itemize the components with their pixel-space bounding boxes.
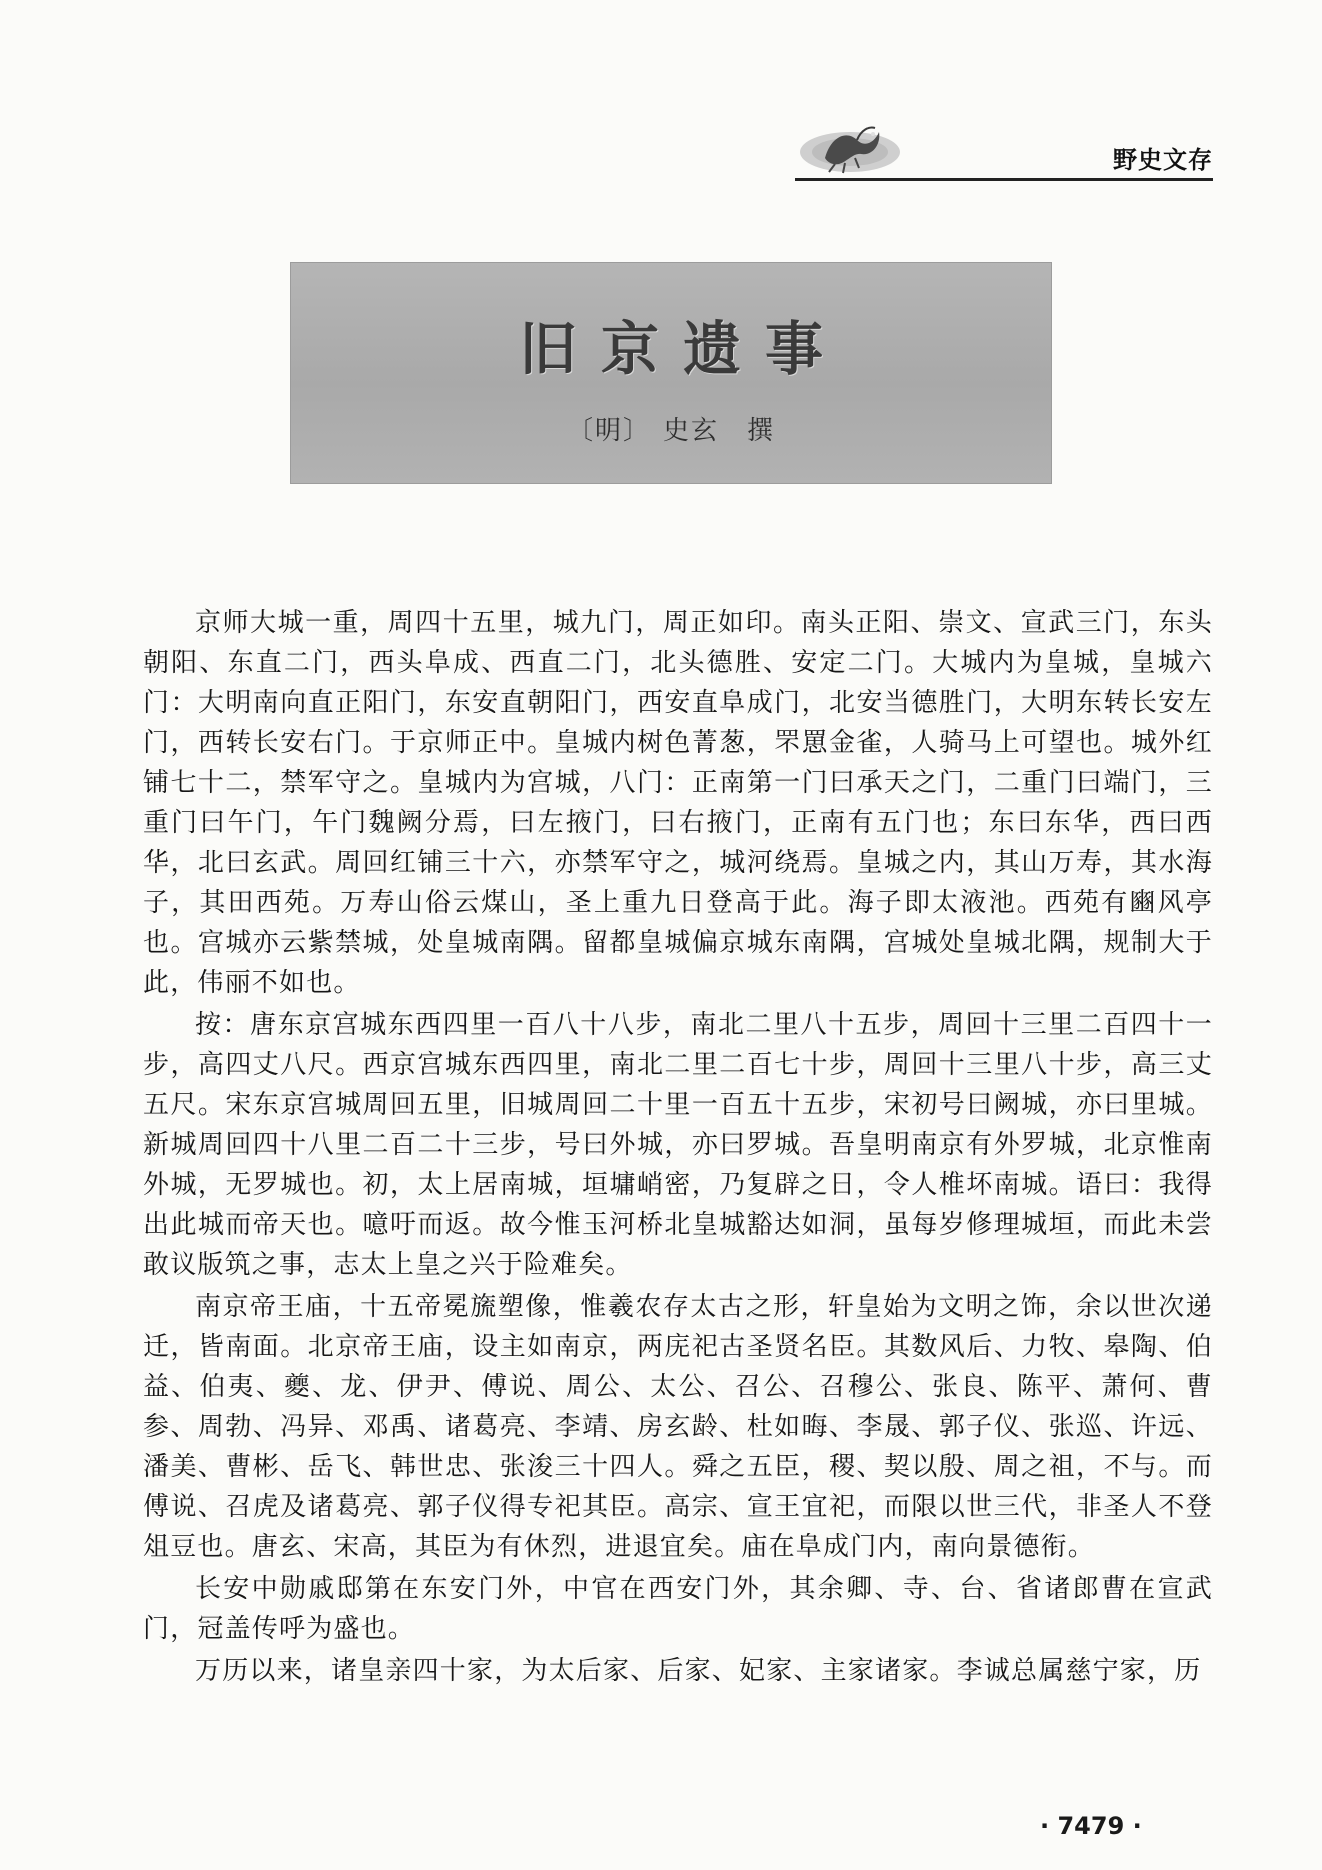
author-line [290,410,1052,447]
series-title: 野史文存 [1113,146,1213,174]
dynasty-label: 〔明〕 [566,416,651,446]
paragraph: 万历以来，诸皇亲四十家，为太后家、后家、妃家、主家诸家。李诚总属慈宁家，历 [195,1656,1202,1686]
body-text [143,603,1213,1693]
paragraph: 按：唐东京宫城东西四里一百八十八步，南北二里八十五步，周回十三里二百四十一步，高四丈八尺。西京宫城东西四里，南北二里二百七十步，周回十三里八十步，高三丈五尺。宋东京宫城周回五里，旧城周回二十里一百五十五步，宋初号曰阙城，亦曰里城。新城周回四十八里二百二十三步，号曰外城，亦曰罗城。吾皇明南京有外罗城，北京惟南外城，无罗城也。初，太上居南城，垣墉峭密，乃复辟之日，令人椎坏南城。语曰：我得出此城而帝天也。噫吁而返。故今惟玉河桥北皇城豁达如洞，虽每岁修理城垣，而此未尝敢议版筑之事，志太上皇之兴于险难矣。 [143,1010,1213,1280]
work-title: 旧京遗事 [518,315,847,383]
page-number: · 7479 · [1040,1812,1142,1840]
dragon-emblem-icon [795,118,905,180]
author-role: 撰 [747,416,776,446]
running-head [795,118,1213,180]
title-block [290,262,1052,484]
author-name: 史玄 [662,416,719,446]
paragraph: 南京帝王庙，十五帝冕旒塑像，惟羲农存太古之形，轩皇始为文明之饰，余以世次递迁，皆南面。北京帝王庙，设主如南京，两庑祀古圣贤名臣。其数风后、力牧、皋陶、伯益、伯夷、夔、龙、伊尹、傅说、周公、太公、召公、召穆公、张良、陈平、萧何、曹参、周勃、冯异、邓禹、诸葛亮、李靖、房玄龄、杜如晦、李晟、郭子仪、张巡、许远、潘美、曹彬、岳飞、韩世忠、张浚三十四人。舜之五臣，稷、契以殷、周之祖，不与。而傅说、召虎及诸葛亮、郭子仪得专祀其臣。高宗、宣王宜祀，而限以世三代，非圣人不登俎豆也。唐玄、宋高，其臣为有休烈，进退宜矣。庙在阜成门内，南向景德衔。 [143,1292,1213,1562]
paragraph: 长安中勋戚邸第在东安门外，中官在西安门外，其余卿、寺、台、省诸郎曹在宣武门，冠盖传呼为盛也。 [143,1574,1213,1644]
paragraph: 京师大城一重，周四十五里，城九门，周正如印。南头正阳、崇文、宣武三门，东头朝阳、东直二门，西头阜成、西直二门，北头德胜、安定二门。大城内为皇城，皇城六门：大明南向直正阳门，东安直朝阳门，西安直阜成门，北安当德胜门，大明东转长安左门，西转长安右门。于京师正中。皇城内树色菁葱，罘罳金雀，人骑马上可望也。城外红铺七十二，禁军守之。皇城内为宫城，八门：正南第一门曰承天之门，二重门曰端门，三重门曰午门，午门魏阙分焉，曰左掖门，曰右掖门，正南有五门也；东曰东华，西曰西华，北曰玄武。周回红铺三十六，亦禁军守之，城河绕焉。皇城之内，其山万寿，其水海子，其田西苑。万寿山俗云煤山，圣上重九日登高于此。海子即太液池。西苑有豳风亭也。宫城亦云紫禁城，处皇城南隅。留都皇城偏京城东南隅，宫城处皇城北隅，规制大于此，伟丽不如也。 [143,608,1213,998]
header-rule [795,178,1213,181]
